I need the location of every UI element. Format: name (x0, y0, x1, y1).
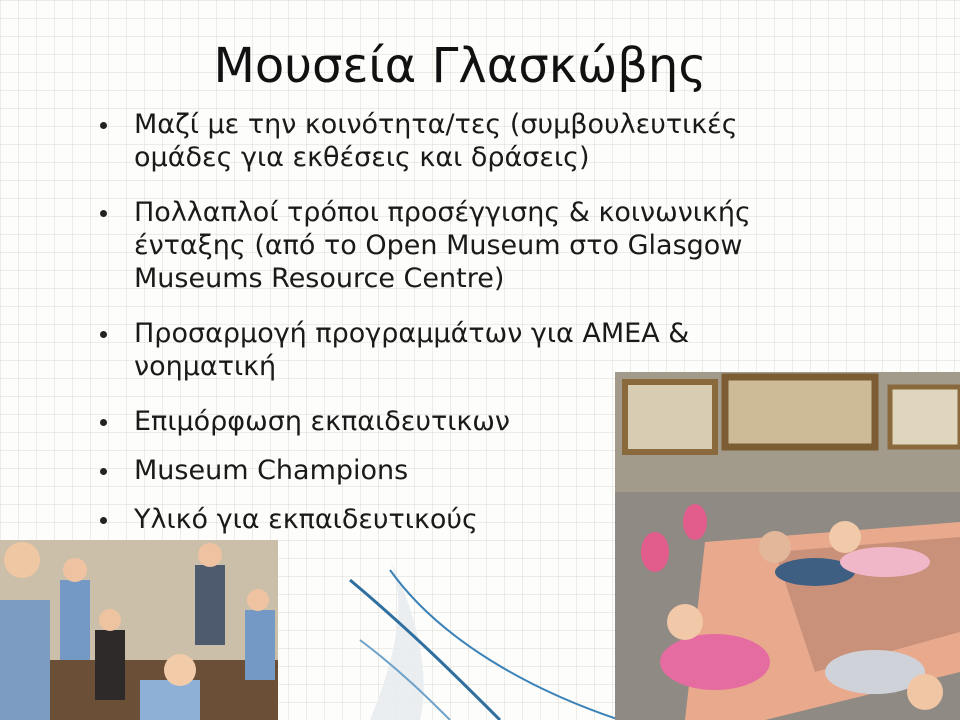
bullet-item: Μαζί με την κοινότητα/τες (συμβουλευτικές ομάδες για εκθέσεις και δράσεις) (100, 108, 800, 174)
bullet-dot-icon (100, 419, 107, 426)
bullet-item: Museum Champions (100, 454, 800, 487)
decorative-wave-graphic (330, 520, 650, 720)
bullet-dot-icon (100, 122, 107, 129)
bullet-dot-icon (100, 331, 107, 338)
bullet-item: Πολλαπλοί τρόποι προσέγγισης & κοινωνικής ένταξης (από το Open Museum στο Glasgow Museums Resource Centre) (100, 196, 800, 295)
bullet-item: Επιμόρφωση εκπαιδευτικων (100, 405, 800, 438)
children-gallery-photo (615, 372, 960, 720)
bullet-item: Υλικό για εκπαιδευτικούς (100, 503, 800, 536)
children-jumping-photo (0, 540, 278, 720)
bullet-dot-icon (100, 468, 107, 475)
bullet-dot-icon (100, 210, 107, 217)
bullet-dot-icon (100, 517, 107, 524)
bullet-item: Προσαρμογή προγραμμάτων για ΑΜΕΑ & νοηματική (100, 317, 800, 383)
slide-title: Μουσεία Γλασκώβης (213, 38, 707, 94)
